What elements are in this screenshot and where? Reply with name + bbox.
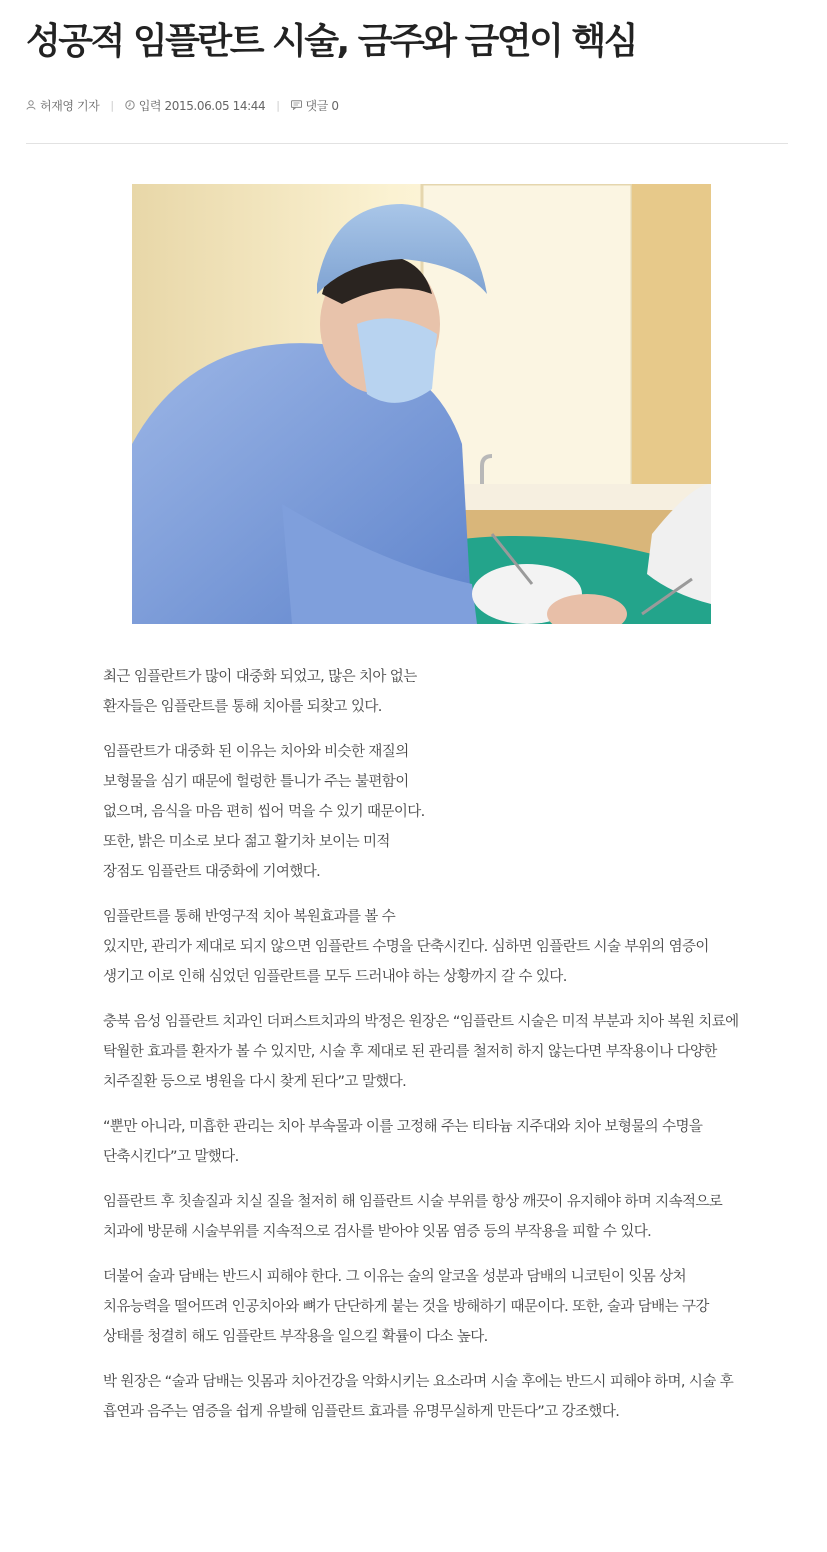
article-headline: 성공적 임플란트 시술, 금주와 금연이 핵심 <box>26 21 637 62</box>
published-label: 입력 2015.06.05 14:44 <box>138 98 266 113</box>
article-paragraph: 더불어 술과 담배는 반드시 피해야 한다. 그 이유는 술의 알코올 성분과 담배의 니코틴이 잇몸 상처 치유능력을 떨어뜨려 인공치아와 뼈가 단단하게 붙는 것을 방해하기 때문이다. 또한, 술과 담배는 구강 상태를 청결히 해도 임플란트 부작용을 일으킬 확률이 다소 높다. <box>103 1269 709 1345</box>
article-meta <box>26 96 339 114</box>
reporter-name: 허재영 기자 <box>40 98 100 113</box>
meta-separator: | <box>276 98 280 112</box>
meta-separator: | <box>110 98 114 112</box>
article-body <box>103 662 743 1442</box>
article-paragraph: 최근 임플란트가 많이 대중화 되었고, 많은 치아 없는 환자들은 임플란트를 통해 치아를 되찾고 있다. <box>103 669 417 715</box>
person-icon <box>26 100 36 110</box>
comments-count: 댓글 0 <box>305 98 339 113</box>
comments-link[interactable] <box>291 97 339 114</box>
article-paragraph: 임플란트 후 칫솔질과 치실 질을 철저히 해 임플란트 시술 부위를 항상 깨끗이 유지해야 하며 지속적으로 치과에 방문해 시술부위를 지속적으로 검사를 받아야 잇몸 염증 등의 부작용을 피할 수 있다. <box>103 1194 723 1240</box>
header-divider <box>26 143 788 144</box>
published-time <box>125 97 266 114</box>
article-paragraph: 임플란트가 대중화 된 이유는 치아와 비슷한 재질의 보형물을 심기 때문에 헐렁한 틀니가 주는 불편함이 없으며, 음식을 마음 편히 씹어 먹을 수 있기 때문이다. 또한, 밝은 미소로 보다 젊고 활기차 보이는 미적 장점도 임플란트 대중화에 기여했다. <box>103 744 425 880</box>
article-paragraph: 충북 음성 임플란트 치과인 더퍼스트치과의 박정은 원장은 “임플란트 시술은 미적 부분과 치아 복원 치료에 탁월한 효과를 환자가 볼 수 있지만, 시술 후 제대로 된 관리를 철저히 하지 않는다면 부작용이나 다양한 치주질환 등으로 병원을 다시 찾게 된다”고 말했다. <box>103 1014 739 1090</box>
article-paragraph: 박 원장은 “술과 담배는 잇몸과 치아건강을 악화시키는 요소라며 시술 후에는 반드시 피해야 하며, 시술 후 흡연과 음주는 염증을 쉽게 유발해 임플란트 효과를 유명무실하게 만든다”고 강조했다. <box>103 1374 734 1420</box>
article-paragraph: 있지만, 관리가 제대로 되지 않으면 임플란트 수명을 단축시킨다. 심하면 임플란트 시술 부위의 염증이 생기고 이로 인해 심었던 임플란트를 모두 드러내야 하는 상황까지 갈 수 있다. <box>103 939 709 985</box>
article-paragraph: “뿐만 아니라, 미흡한 관리는 치아 부속물과 이를 고정해 주는 티타늄 지주대와 치아 보형물의 수명을 단축시킨다”고 말했다. <box>103 1119 703 1165</box>
article-paragraph: 임플란트를 통해 반영구적 치아 복원효과를 볼 수 <box>103 909 396 925</box>
article-photo <box>132 184 711 624</box>
reporter-byline[interactable] <box>26 97 99 114</box>
speech-bubble-icon <box>291 100 302 110</box>
clock-icon <box>125 100 135 110</box>
